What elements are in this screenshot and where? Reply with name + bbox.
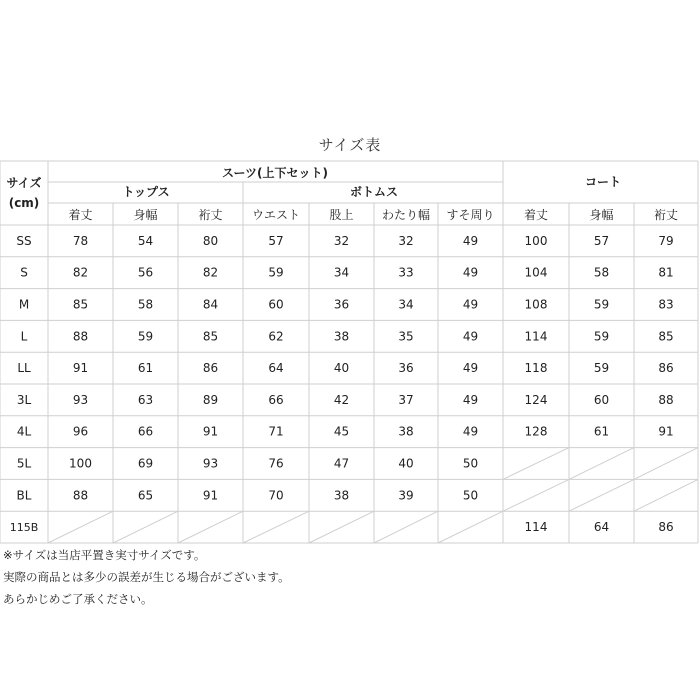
table-cell: 64: [593, 520, 610, 535]
empty-cell-diagonal: [569, 479, 634, 511]
table-cell: 63: [137, 392, 154, 407]
table-cell: 96: [72, 424, 89, 439]
table-cell: 85: [72, 297, 89, 312]
table-cell: 69: [137, 456, 154, 471]
note-line: 実際の商品とは多少の誤差が生じる場合がございます。: [3, 570, 290, 584]
suit-group-label: スーツ(上下セット): [222, 166, 328, 180]
table-cell: 59: [593, 297, 610, 312]
column-headers: [68, 207, 678, 222]
table-cell: 57: [268, 233, 284, 248]
table-cell: 86: [202, 361, 219, 376]
table-cell: 57: [593, 233, 610, 248]
column-header: 裄丈: [198, 208, 223, 222]
table-cell: 66: [137, 424, 154, 439]
coat-group-label: コート: [584, 175, 622, 189]
table-cell: 100: [524, 233, 548, 248]
empty-cell-diagonal: [243, 511, 309, 543]
table-cell: 85: [202, 329, 219, 344]
table-cell: 50: [462, 488, 479, 503]
table-cell: 93: [202, 456, 219, 471]
table-cell: 59: [593, 329, 610, 344]
size-cell: SS: [16, 233, 32, 248]
table-cell: 59: [593, 361, 610, 376]
table-cell: 61: [137, 361, 154, 376]
table-cell: 49: [462, 265, 479, 280]
table-cell: 34: [333, 265, 350, 280]
table-cell: 88: [72, 488, 89, 503]
table-cell: 91: [72, 361, 89, 376]
column-header: すそ周り: [446, 208, 495, 222]
table-cell: 82: [72, 265, 89, 280]
empty-cell-diagonal: [48, 511, 113, 543]
table-cell: 86: [658, 520, 674, 535]
table-cell: 78: [72, 233, 89, 248]
table-cell: 80: [202, 233, 219, 248]
table-cell: 47: [333, 456, 350, 471]
table-cell: 59: [268, 265, 284, 280]
size-cell: 3L: [16, 392, 32, 407]
note-line: ※サイズは当店平置き実寸サイズです。: [3, 548, 206, 562]
table-cell: 100: [69, 456, 92, 471]
table-cell: 58: [593, 265, 610, 280]
table-cell: 42: [333, 392, 350, 407]
table-cell: 49: [462, 361, 479, 376]
size-cell: 4L: [16, 424, 32, 439]
table-cell: 114: [524, 329, 548, 344]
table-cell: 49: [462, 233, 479, 248]
empty-cell-diagonal: [634, 479, 698, 511]
tops-group-label: トップス: [122, 185, 170, 199]
table-cell: 40: [333, 361, 350, 376]
empty-cell-diagonal: [503, 448, 569, 480]
table-cell: 56: [137, 265, 154, 280]
table-cell: 60: [593, 392, 610, 407]
table-cell: 45: [333, 424, 350, 439]
column-header: 股上: [329, 208, 354, 222]
table-cell: 61: [593, 424, 610, 439]
table-cell: 128: [524, 424, 548, 439]
column-header: 着丈: [68, 208, 93, 222]
table-cell: 38: [333, 488, 350, 503]
column-header: 裄丈: [653, 208, 679, 222]
note-line: あらかじめご了承ください。: [3, 592, 153, 606]
table-cell: 124: [524, 392, 548, 407]
empty-cell-diagonal: [309, 511, 374, 543]
table-cell: 88: [658, 392, 674, 407]
empty-cell-diagonal: [569, 448, 634, 480]
size-label-line2: (cm): [8, 196, 40, 210]
empty-cell-diagonal: [178, 511, 243, 543]
table-cell: 89: [202, 392, 219, 407]
page-title: サイズ表: [318, 136, 382, 154]
table-cell: 84: [202, 297, 219, 312]
table-cell: 118: [524, 361, 548, 376]
table-cell: 83: [658, 297, 674, 312]
table-cell: 50: [462, 456, 479, 471]
table-cell: 36: [398, 361, 414, 376]
table-cell: 38: [398, 424, 414, 439]
bottoms-group-label: ボトムス: [349, 185, 399, 199]
table-cell: 65: [137, 488, 154, 503]
table-cell: 34: [398, 297, 414, 312]
column-header: わたり幅: [381, 208, 431, 222]
column-header: 身幅: [133, 208, 158, 222]
table-cell: 91: [202, 424, 219, 439]
empty-cell-diagonal: [113, 511, 178, 543]
table-cell: 33: [398, 265, 414, 280]
table-cell: 59: [137, 329, 154, 344]
size-label-line1: サイズ: [6, 176, 42, 190]
empty-cell-diagonal: [374, 511, 438, 543]
table-cell: 32: [398, 233, 414, 248]
table-cell: 70: [268, 488, 284, 503]
table-cell: 114: [524, 520, 548, 535]
table-cell: 86: [658, 361, 674, 376]
table-cell: 64: [268, 361, 284, 376]
column-header: ウエスト: [251, 208, 301, 222]
table-cell: 108: [524, 297, 548, 312]
table-cell: 32: [333, 233, 350, 248]
table-cell: 104: [524, 265, 548, 280]
size-cell: BL: [16, 488, 32, 503]
size-notes: [3, 544, 290, 610]
table-cell: 37: [398, 392, 414, 407]
size-cell: M: [18, 297, 30, 312]
table-cell: 49: [462, 297, 479, 312]
table-cell: 39: [398, 488, 414, 503]
column-header: 着丈: [523, 208, 549, 222]
table-cell: 91: [658, 424, 674, 439]
table-cell: 49: [462, 329, 479, 344]
column-header: 身幅: [589, 208, 614, 222]
table-cell: 49: [462, 424, 479, 439]
table-cell: 35: [398, 329, 414, 344]
table-cell: 66: [268, 392, 284, 407]
table-cell: 76: [268, 456, 284, 471]
table-cell: 93: [72, 392, 89, 407]
table-cell: 40: [398, 456, 414, 471]
table-cell: 58: [137, 297, 154, 312]
empty-cell-diagonal: [503, 479, 569, 511]
table-cell: 82: [202, 265, 219, 280]
table-cell: 81: [658, 265, 674, 280]
table-cell: 88: [72, 329, 89, 344]
size-cell: 115B: [9, 521, 39, 535]
table-cell: 49: [462, 392, 479, 407]
table-cell: 54: [137, 233, 154, 248]
size-cell: S: [20, 265, 28, 280]
table-cell: 79: [658, 233, 674, 248]
table-cell: 38: [333, 329, 350, 344]
table-cell: 36: [333, 297, 350, 312]
empty-cell-diagonal: [438, 511, 503, 543]
table-cell: 91: [202, 488, 219, 503]
table-cell: 71: [268, 424, 284, 439]
size-cell: L: [20, 329, 28, 344]
empty-cell-diagonal: [634, 448, 698, 480]
table-cell: 60: [268, 297, 284, 312]
size-cell: 5L: [16, 456, 32, 471]
size-cell: LL: [17, 361, 31, 376]
table-cell: 62: [268, 329, 284, 344]
table-cell: 85: [658, 329, 674, 344]
